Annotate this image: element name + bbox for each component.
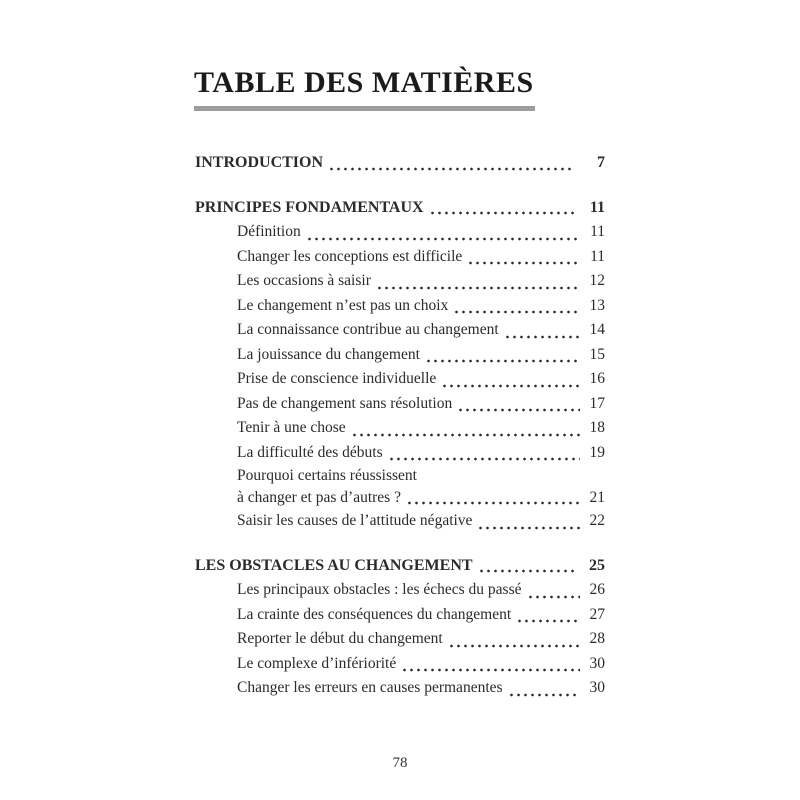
- toc-entry-label: Les principaux obstacles : les échecs du passé: [237, 581, 522, 598]
- toc-entry-page: 30: [589, 654, 605, 672]
- dot-leader: [516, 619, 580, 623]
- toc-entry-page: 17: [589, 394, 605, 412]
- toc-entry-page: 21: [589, 489, 605, 506]
- dot-leader: [508, 693, 580, 697]
- toc-section-page: 11: [589, 198, 605, 216]
- toc-entry-page: 16: [589, 370, 605, 387]
- dot-leader: [477, 526, 580, 530]
- toc-entry-page: 12: [589, 272, 605, 289]
- toc-entry: [195, 465, 605, 509]
- toc-entry-label: La crainte des conséquences du changement: [237, 605, 512, 623]
- toc-entry-label: Reporter le début du changement: [237, 630, 443, 647]
- toc-entry-page: 15: [589, 345, 605, 363]
- toc-entry-label-line1: Pourquoi certains réussissent: [237, 467, 417, 484]
- toc-entry: [195, 603, 605, 628]
- toc-entry-label: Le changement n’est pas un choix: [237, 296, 449, 314]
- dot-leader: [351, 433, 580, 437]
- folio-page-number: 78: [392, 755, 408, 771]
- toc-entry: [195, 294, 605, 319]
- toc-entry-page: 27: [589, 605, 605, 623]
- title-underline-rule: [194, 106, 535, 111]
- dot-leader: [467, 261, 580, 265]
- toc-section-page: 25: [589, 556, 605, 574]
- dot-leader: [306, 237, 580, 241]
- dot-leader: [453, 310, 580, 314]
- toc-section-label: PRINCIPES FONDAMENTAUX: [195, 198, 424, 216]
- dot-leader: [401, 668, 580, 672]
- toc-entry: [195, 367, 605, 392]
- toc-entry: [195, 652, 605, 677]
- toc-entry-page: 22: [589, 512, 605, 529]
- dot-leader: [376, 286, 580, 290]
- toc-entry: [195, 627, 605, 652]
- dot-leader: [527, 595, 580, 599]
- toc-entry-label-line2: à changer et pas d’autres ?: [237, 489, 401, 506]
- toc-entry-page: 26: [589, 581, 605, 598]
- dot-leader: [425, 359, 580, 363]
- table-of-contents: [195, 151, 605, 701]
- toc-entry: [195, 392, 605, 417]
- toc-section-heading: [195, 554, 605, 579]
- toc-entry-label: Saisir les causes de l’attitude négative: [237, 512, 473, 529]
- dot-leader: [328, 167, 575, 171]
- dot-leader: [457, 408, 580, 412]
- toc-entry-page: 30: [589, 679, 605, 696]
- dot-leader: [504, 335, 580, 339]
- toc-entry: [195, 220, 605, 245]
- toc-entry: [195, 318, 605, 343]
- toc-entry-label: Le complexe d’infériorité: [237, 654, 397, 672]
- toc-entry: [195, 676, 605, 701]
- dot-leader: [441, 384, 580, 388]
- toc-entry: [195, 416, 605, 441]
- toc-entry-label: Changer les erreurs en causes permanentes: [237, 679, 503, 696]
- toc-entry: [195, 509, 605, 534]
- toc-entry-page: 11: [590, 223, 605, 240]
- toc-entry-label: Tenir à une chose: [237, 419, 346, 436]
- toc-entry: [195, 245, 605, 270]
- toc-entry: [195, 343, 605, 368]
- toc-entry-label: Prise de conscience individuelle: [237, 370, 437, 387]
- toc-entry-page: 18: [589, 419, 605, 436]
- toc-entry-label: Les occasions à saisir: [237, 272, 371, 289]
- toc-entry-page: 11: [590, 247, 605, 265]
- toc-section-label: LES OBSTACLES AU CHANGEMENT: [195, 556, 473, 574]
- toc-section-heading: [195, 196, 605, 221]
- toc-entry-label: Changer les conceptions est difficile: [237, 247, 463, 265]
- toc-entry-page: 13: [589, 296, 605, 314]
- toc-entry-page: 19: [589, 443, 605, 461]
- toc-entry-label: Définition: [237, 223, 301, 240]
- toc-entry: [195, 441, 605, 466]
- toc-section-heading: [195, 151, 605, 176]
- toc-section-label: INTRODUCTION: [195, 154, 324, 171]
- toc-entry: [195, 578, 605, 603]
- toc-entry-label: La jouissance du changement: [237, 345, 420, 363]
- toc-entry: [195, 269, 605, 294]
- toc-entry-label: Pas de changement sans résolution: [237, 394, 453, 412]
- page-title: TABLE DES MATIÈRES: [194, 66, 534, 99]
- dot-leader: [448, 644, 580, 648]
- toc-entry-page: 28: [589, 630, 605, 647]
- dot-leader: [388, 457, 580, 461]
- dot-leader: [478, 569, 575, 573]
- dot-leader: [429, 211, 575, 215]
- dot-leader: [406, 501, 580, 505]
- toc-entry-label: La difficulté des débuts: [237, 443, 383, 461]
- toc-section-page: 7: [597, 154, 605, 171]
- toc-entry-label: La connaissance contribue au changement: [237, 321, 499, 338]
- toc-entry-page: 14: [589, 321, 605, 338]
